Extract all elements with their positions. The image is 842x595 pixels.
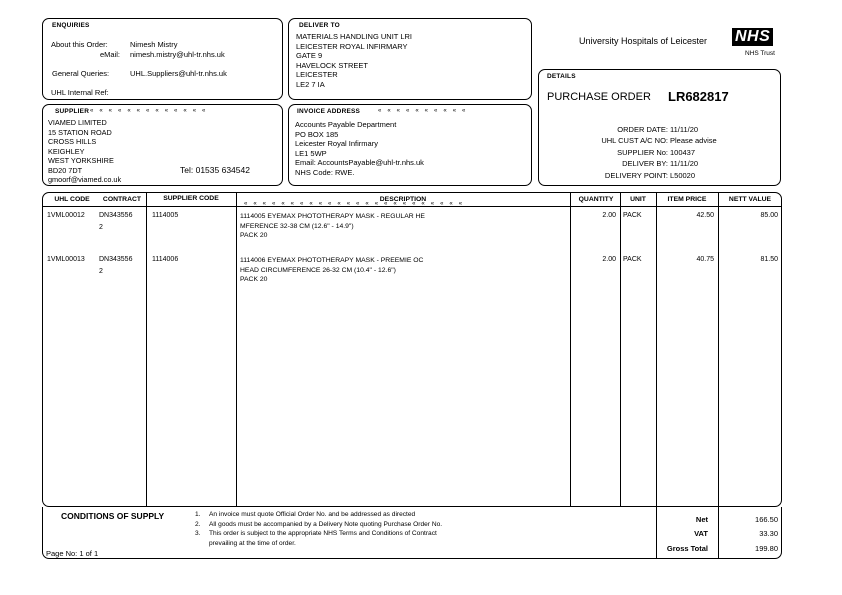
nhs-trust-label: NHS Trust [745,50,775,57]
condition-text: prevailing at the time of order. [209,539,296,547]
col-divider [236,192,237,507]
supplier-dots: ««««««««««««« [90,108,212,114]
about-order-label: About this Order: [51,40,108,49]
deliver-to-line: MATERIALS HANDLING UNIT LRI [296,32,412,41]
deliver-to-line: HAVELOCK STREET [296,60,368,70]
general-queries-label: General Queries: [52,69,110,78]
order-date-value: 11/11/20 [670,125,699,134]
supplier-line: BD20 7DT [48,165,83,175]
deliver-to-address [296,32,412,89]
row1-supplier-code: 1114005 [152,212,179,219]
supplier-line: VIAMED LIMITED [48,118,107,127]
row1-uhl-code: 1VML00012 [47,212,85,219]
description-header-dots: «««««««««««««««««««««««« [244,201,469,207]
col-header-uhl-code: UHL CODE [54,196,90,203]
col-divider [146,192,147,507]
row1-price: 42.50 [696,212,714,219]
deliver-by-value: 11/11/20 [670,159,699,168]
totals-divider [718,507,719,559]
col-header-contract: CONTRACT [102,196,142,203]
row2-desc-line: 1114006 EYEMAX PHOTOTHERAPY MASK - PREEMIE OC [240,257,424,264]
supplier-line: 15 STATION ROAD [48,127,112,137]
invoice-line: Leicester Royal Infirmary [295,139,378,148]
net-value: 166.50 [755,515,778,524]
row1-description [240,212,425,241]
condition-num: 2. [195,520,201,528]
deliver-to-line: GATE 9 [296,51,323,60]
conditions-title: CONDITIONS OF SUPPLY [61,511,165,521]
details-header: DETAILS [547,73,576,80]
row1-desc-line: MFERENCE 32-38 CM (12.6" - 14.9") [240,222,354,230]
invoice-line: Accounts Payable Department [295,120,397,129]
row2-desc-line: HEAD CIRCUMFERENCE 26-32 CM (10.4" - 12.6") [240,266,396,274]
gross-total-label: Gross Total [666,544,708,553]
about-order-value: Nimesh Mistry [130,40,178,49]
invoice-address-header: INVOICE ADDRESS [297,108,361,115]
col-header-supplier-code: SUPPLIER CODE [163,195,219,202]
purchase-order-title: PURCHASE ORDER [547,91,651,103]
deliver-to-line: LEICESTER ROYAL INFIRMARY [296,41,408,51]
col-header-nett-value: NETT VALUE [728,196,772,203]
deliver-by-label: DELIVER BY: [622,159,668,168]
col-header-item-price: ITEM PRICE [667,196,707,203]
col-header-unit: UNIT [630,196,646,203]
col-header-description: DESCRIPTION [379,196,427,203]
row2-quantity: 2.00 [602,256,616,263]
net-label: Net [695,515,708,524]
row1-contract-2: 2 [99,224,103,231]
page-number: Page No: 1 of 1 [46,549,99,558]
deliver-to-line: LEICESTER [296,70,338,79]
supplier-line: WEST YORKSHIRE [48,156,114,165]
row1-desc-line: PACK 20 [240,232,268,239]
general-queries-value: UHL.Suppliers@uhl-tr.nhs.uk [130,69,227,78]
row1-contract: DN343556 [99,212,133,219]
row2-supplier-code: 1114006 [152,256,179,263]
row2-description [240,256,423,285]
row2-nett: 81.50 [760,256,778,263]
order-number: LR682817 [668,89,729,104]
supplier-tel: Tel: 01535 634542 [180,165,250,175]
row2-contract-2: 2 [99,268,103,275]
col-divider [718,192,719,507]
invoice-line: LE1 5WP [295,148,327,158]
deliver-to-line: LE2 7 IA [296,79,325,89]
condition-text: An invoice must quote Official Order No. and be addressed as directed [209,511,416,518]
condition-text: This order is subject to the appropriate NHS Terms and Conditions of Contract [209,530,437,537]
delivery-point-label: DELIVERY POINT: [604,171,668,180]
invoice-line: NHS Code: RWE. [295,167,355,177]
invoice-dots: «««««««««« [378,108,472,114]
cust-ac-value: Please advise [670,136,717,145]
order-date-label: ORDER DATE: [617,125,668,134]
row1-desc-line: 1114005 EYEMAX PHOTOTHERAPY MASK - REGULAR HE [240,213,425,220]
vat-value: 33.30 [759,529,778,538]
row1-quantity: 2.00 [602,212,616,219]
row1-unit: PACK [623,212,642,219]
supplier-line: CROSS HILLS [48,137,97,146]
deliver-to-header: DELIVER TO [299,22,340,29]
row2-uhl-code: 1VML00013 [47,256,85,263]
totals-divider [656,507,657,559]
org-name: University Hospitals of Leicester [579,36,708,46]
col-divider [620,192,621,507]
enquiries-header: ENQUIRIES [52,22,90,29]
supplier-email: gmoorf@viamed.co.uk [48,175,122,184]
email-label: eMail: [100,50,121,59]
gross-total-value: 199.80 [755,544,778,553]
delivery-point-value: L50020 [670,171,696,180]
supplier-header: SUPPLIER [55,108,90,115]
invoice-address [295,120,424,177]
col-header-quantity: QUANTITY [578,196,614,203]
conditions-list [195,510,442,548]
uhl-internal-ref-label: UHL Internal Ref: [51,88,109,97]
supplier-no-label: SUPPLIER No: [617,148,668,157]
email-value: nimesh.mistry@uhl-tr.nhs.uk [130,50,225,59]
condition-num: 1. [195,511,201,518]
supplier-address [48,118,121,185]
nhs-logo: NHS [732,28,773,46]
supplier-line: KEIGHLEY [48,146,85,156]
supplier-no-value: 100437 [670,148,696,157]
vat-label: VAT [694,529,708,538]
condition-text: All goods must be accompanied by a Delivery Note quoting Purchase Order No. [209,520,443,528]
invoice-line: Email: AccountsPayable@uhl-tr.nhs.uk [295,158,424,167]
row2-desc-line: PACK 20 [240,276,268,283]
row2-price: 40.75 [696,256,714,263]
col-divider [656,192,657,507]
condition-num: 3. [195,530,201,537]
row2-contract: DN343556 [99,256,133,263]
row1-nett: 85.00 [760,212,778,219]
col-divider [570,192,571,507]
cust-ac-label: UHL CUST A/C NO: [601,136,668,145]
invoice-line: PO BOX 185 [295,129,339,139]
row2-unit: PACK [623,256,642,263]
